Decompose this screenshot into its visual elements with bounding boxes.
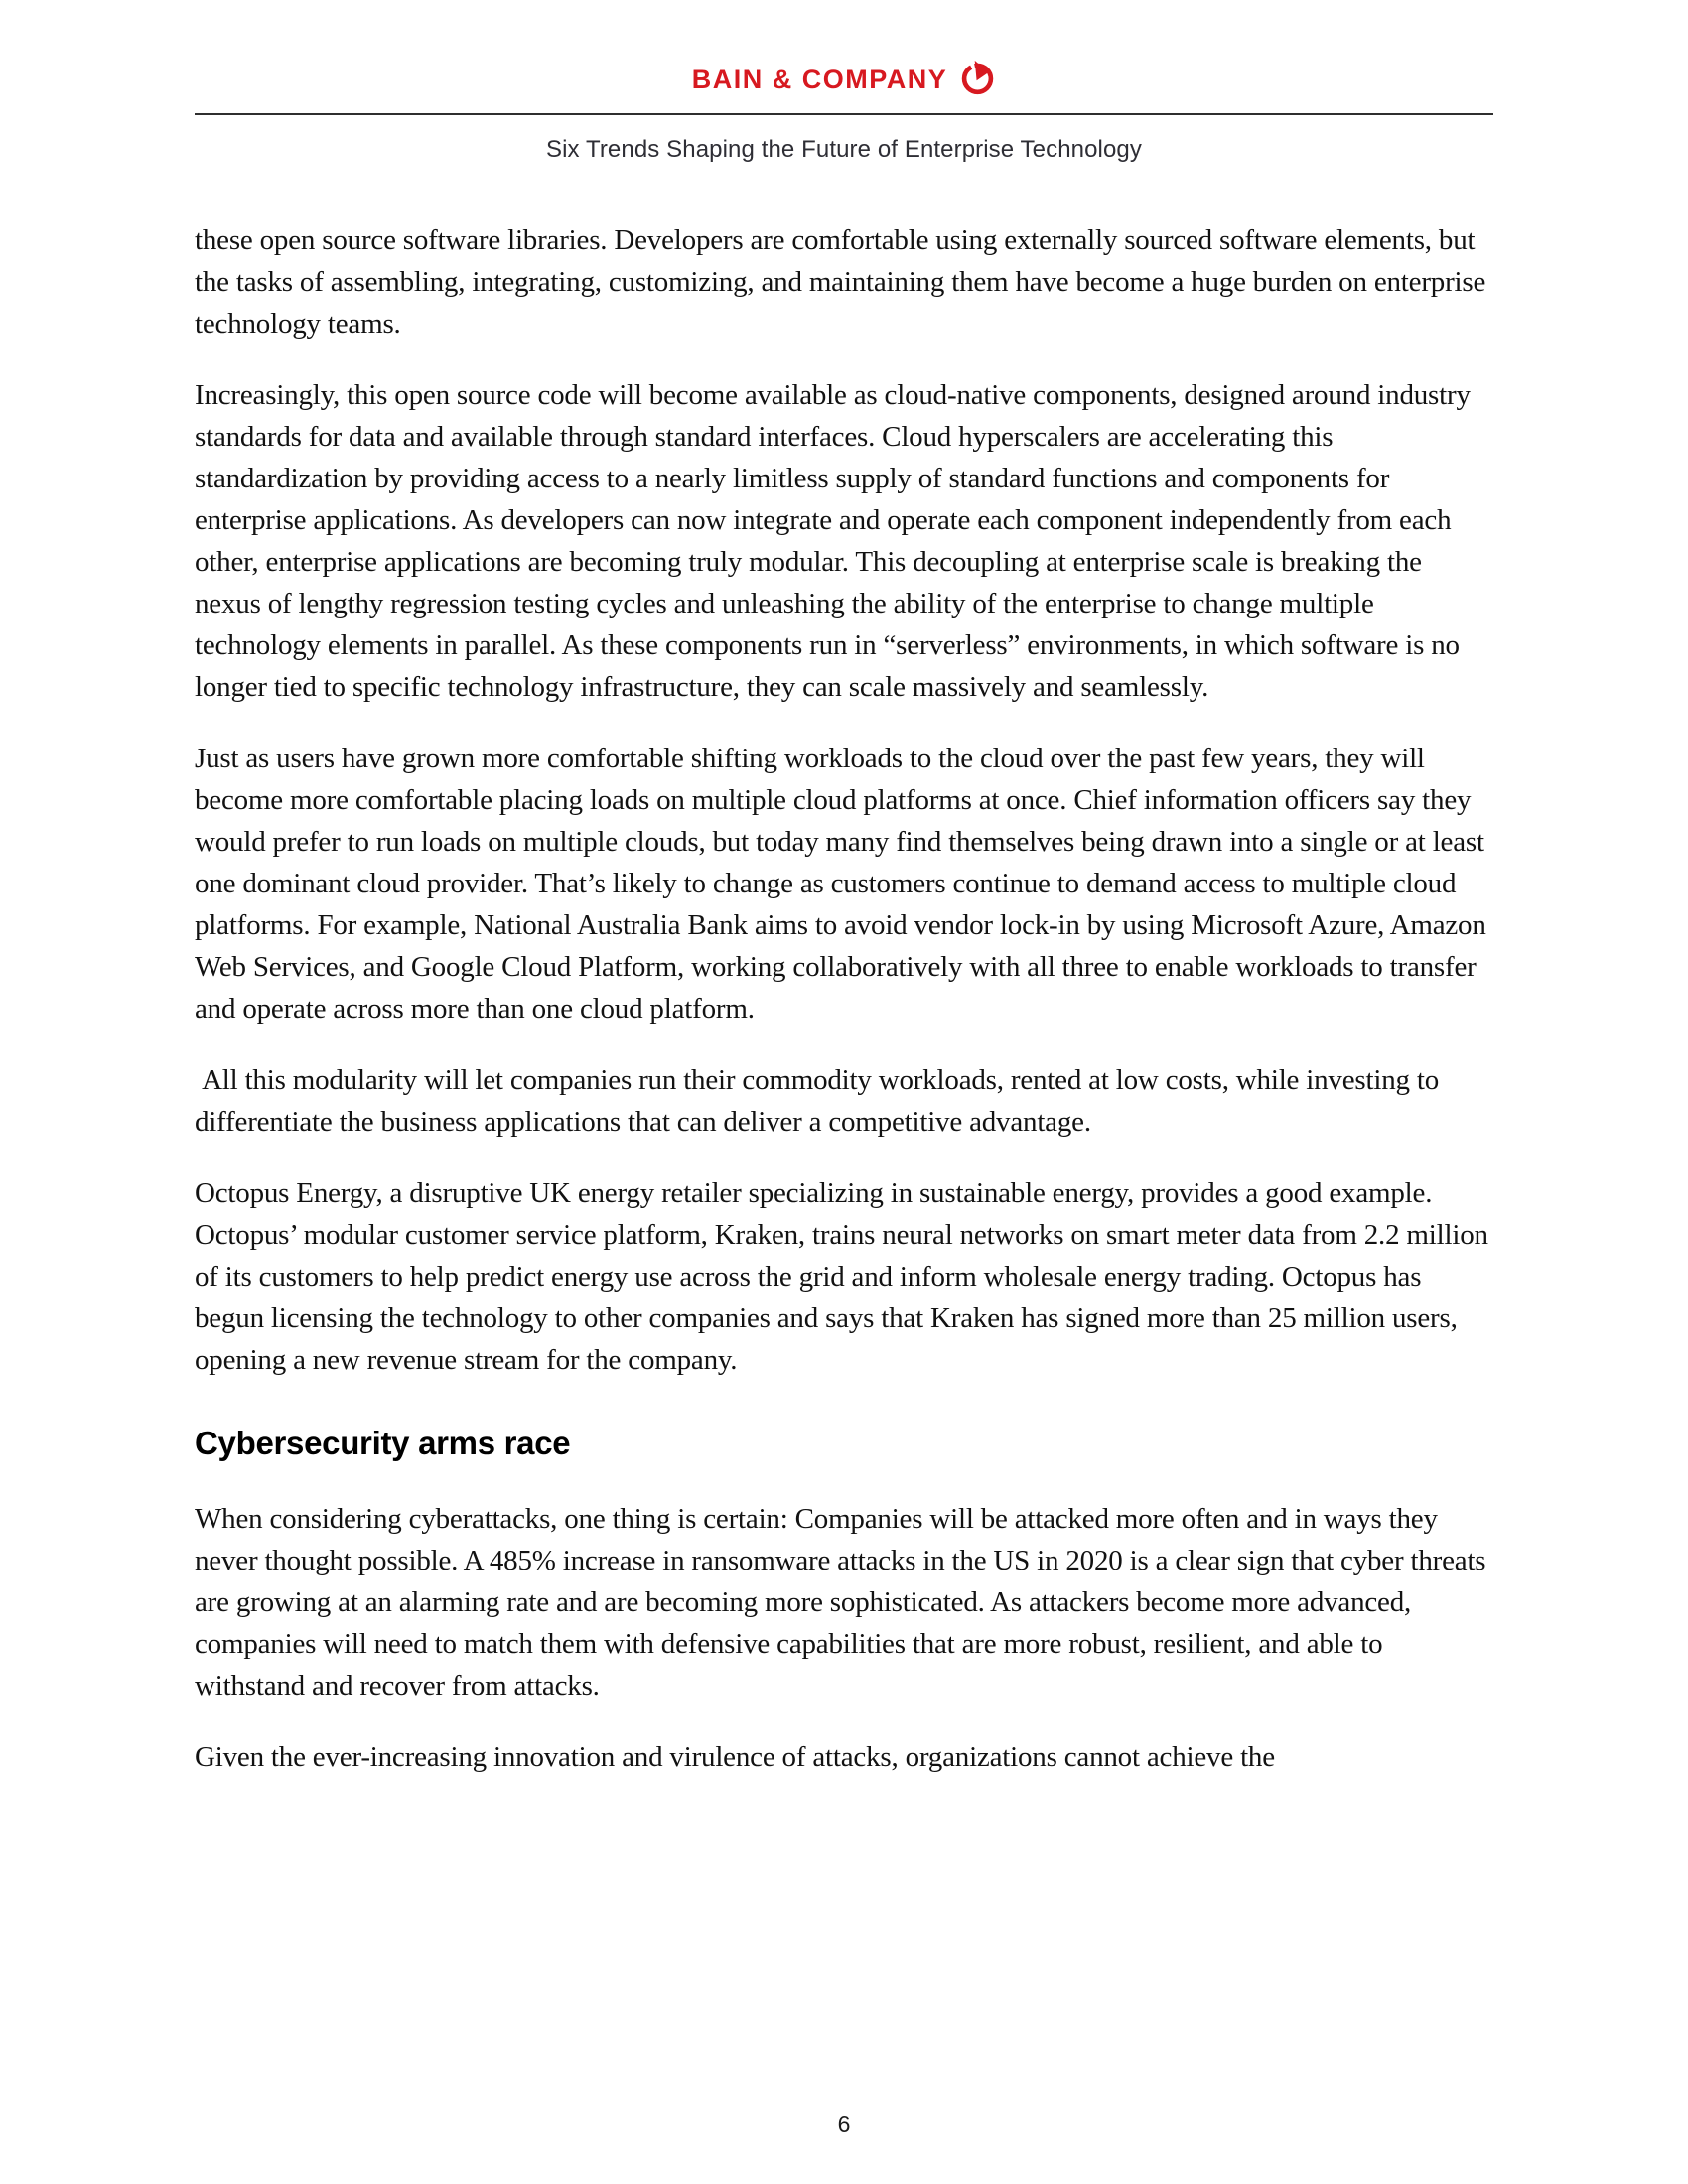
page-number: 6 — [837, 2112, 851, 2137]
body-paragraph: Just as users have grown more comfortable shifting workloads to the cloud over the past few years, they will become more comfortable placing loads on multiple cloud platforms at once. Chief information officers say they would prefer to run loads on multiple clouds, but today many find themselves being drawn into a single or at least one dominant cloud provider. That’s likely to change as customers continue to demand access to multiple cloud platforms. For example, National Australia Bank aims to avoid vendor lock-in by using Microsoft Azure, Amazon Web Services, and Google Cloud Platform, working collaboratively with all three to enable workloads to transfer and operate across more than one cloud platform. — [195, 743, 1493, 1024]
body-paragraph: Given the ever-increasing innovation and virulence of attacks, organizations cannot achieve the — [195, 1741, 1275, 1773]
body-text — [195, 219, 1493, 1778]
body-paragraph: these open source software libraries. Developers are comfortable using externally sourced software elements, but the tasks of assembling, integrating, customizing, and maintaining them have become a huge burden on enterprise technology teams. — [195, 224, 1493, 340]
section-heading-cybersecurity: Cybersecurity arms race — [195, 1425, 571, 1461]
header-divider — [195, 113, 1493, 115]
document-title: Six Trends Shaping the Future of Enterprise Technology — [546, 136, 1142, 163]
brand-header — [0, 0, 1688, 96]
body-paragraph: Octopus Energy, a disruptive UK energy retailer specializing in sustainable energy, provides a good example. Octopus’ modular customer service platform, Kraken, trains neural networks on smart meter data from 2.2 million of its customers to help predict energy use across the grid and inform wholesale energy trading. Octopus has begun licensing the technology to other companies and says that Kraken has signed more than 25 million users, opening a new revenue stream for the company. — [195, 1177, 1495, 1376]
body-paragraph: Increasingly, this open source code will become available as cloud-native components, designed around industry standards for data and available through standard interfaces. Cloud hyperscalers are accelerating this standardization by providing access to a nearly limitless supply of standard functions and components for enterprise applications. As developers can now integrate and operate each component independently from each other, enterprise applications are becoming truly modular. This decoupling at enterprise scale is breaking the nexus of lengthy regression testing cycles and unleashing the ability of the enterprise to change multiple technology elements in parallel. As these components run in “serverless” environments, in which software is no longer tied to specific technology infrastructure, they can scale massively and seamlessly. — [195, 379, 1477, 703]
body-paragraph: All this modularity will let companies run their commodity workloads, rented at low costs, while investing to differentiate the business applications that can deliver a competitive advantage. — [195, 1064, 1447, 1138]
bain-company-logo-text: BAIN & COMPANY — [691, 64, 948, 94]
body-paragraph: When considering cyberattacks, one thing is certain: Companies will be attacked more often and in ways they never thought possible. A 485% increase in ransomware attacks in the US in 2020 is a clear sign that cyber threats are growing at an alarming rate and are becoming more sophisticated. As attackers become more advanced, companies will need to match them with defensive capabilities that are more robust, resilient, and able to withstand and recover from attacks. — [195, 1503, 1493, 1702]
bain-compass-icon — [959, 60, 996, 96]
